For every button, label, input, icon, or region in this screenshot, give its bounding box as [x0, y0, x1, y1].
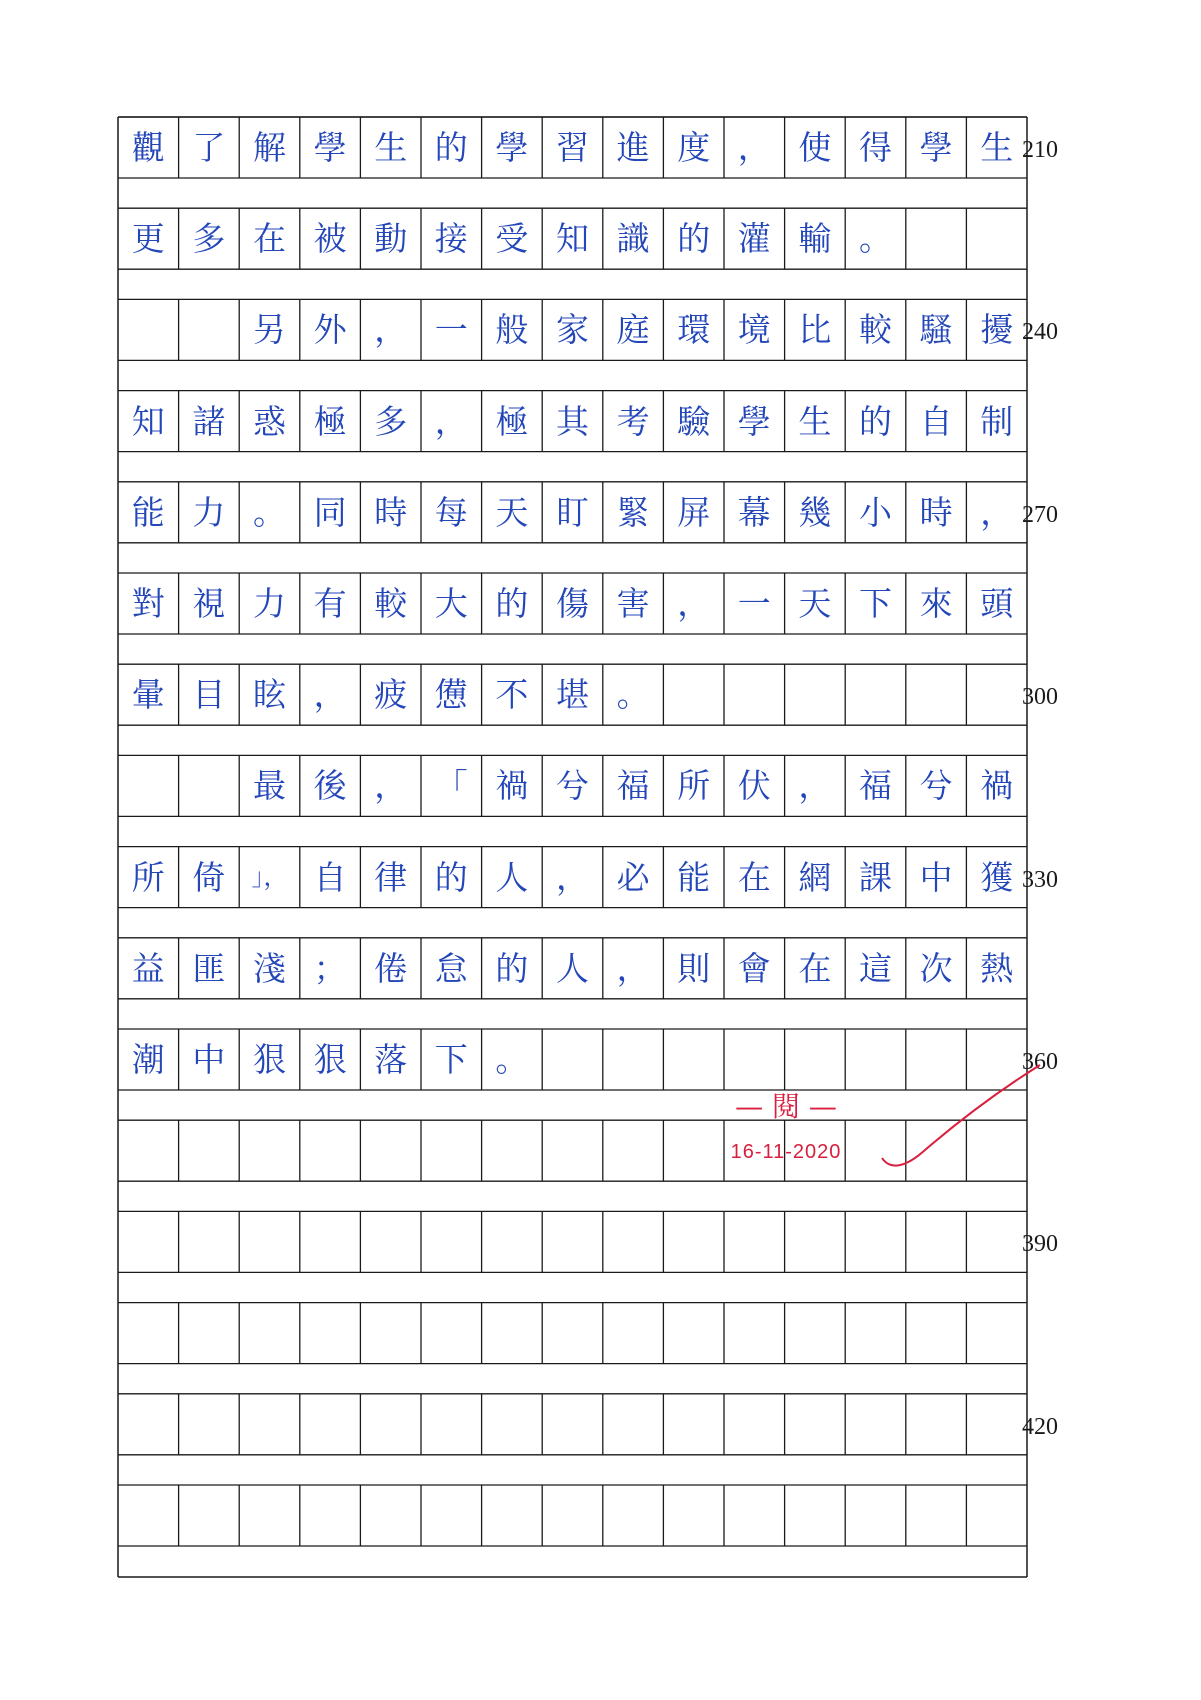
grid-cell — [906, 1120, 967, 1181]
grid-cell: 力 — [192, 492, 226, 532]
grid-cell: 課 — [858, 857, 892, 897]
grid-cell — [966, 1029, 1027, 1090]
grid-cell: 學 — [313, 128, 347, 167]
grid-cell: 後 — [313, 766, 347, 806]
grid-cell: 最 — [252, 766, 286, 806]
grid-cell — [906, 1211, 967, 1272]
grid-cell: ， — [374, 310, 408, 350]
grid-cell — [724, 1485, 785, 1546]
grid-cell: 律 — [374, 857, 408, 897]
grid-cell: 的 — [495, 584, 529, 623]
grid-cell — [118, 1485, 179, 1546]
grid-cell: 使 — [798, 128, 832, 167]
grid-cell — [724, 1029, 785, 1090]
grid-cell: 惑 — [252, 401, 286, 441]
grid-cell: 」， — [251, 863, 288, 892]
grid-cell — [179, 1394, 240, 1455]
grid-cell: 熱 — [980, 948, 1014, 988]
grid-cell — [785, 1303, 846, 1364]
grid-cell: 一 — [434, 310, 468, 350]
line-number: 330 — [1022, 866, 1058, 893]
grid-cell — [785, 1029, 846, 1090]
grid-cell: 大 — [434, 584, 468, 623]
grid-cell — [663, 1029, 724, 1090]
grid-cell: 的 — [495, 948, 529, 988]
grid-cell: 中 — [919, 857, 953, 897]
grid-cell: 多 — [192, 219, 226, 259]
grid-cell — [603, 1029, 664, 1090]
grid-cell — [542, 1029, 603, 1090]
grid-cell: 小 — [858, 492, 892, 532]
grid-cell — [360, 1394, 421, 1455]
grid-cell — [300, 1120, 361, 1181]
grid-cell: ， — [616, 948, 650, 988]
grid-cell: 力 — [252, 584, 286, 623]
grid-cell: 。 — [858, 219, 892, 259]
grid-cell: 境 — [737, 310, 771, 350]
grid-cell: 。 — [495, 1040, 529, 1079]
grid-cell: 生 — [374, 128, 408, 167]
grid-cell — [239, 1211, 300, 1272]
grid-cell — [482, 1211, 543, 1272]
grid-cell: 解 — [252, 128, 286, 167]
grid-cell: 眩 — [252, 675, 286, 715]
grid-cell — [966, 1211, 1027, 1272]
grid-row — [118, 1485, 1028, 1546]
grid-cell — [785, 1211, 846, 1272]
grid-cell: 落 — [374, 1040, 408, 1079]
grid-cell — [603, 1485, 664, 1546]
grid-cell: 中 — [192, 1040, 226, 1079]
grid-cell — [118, 1211, 179, 1272]
grid-cell — [542, 1120, 603, 1181]
grid-cell: 怠 — [434, 948, 468, 988]
grid-cell — [542, 1211, 603, 1272]
grid-cell — [845, 1211, 906, 1272]
grid-cell: 動 — [374, 219, 408, 259]
grid-cell — [663, 1211, 724, 1272]
grid-cell: 環 — [677, 310, 711, 350]
grid-cell: 的 — [677, 219, 711, 259]
grid-cell — [845, 1303, 906, 1364]
grid-cell — [724, 1303, 785, 1364]
grid-cell — [724, 1394, 785, 1455]
grid-cell: 狠 — [252, 1040, 286, 1079]
grid-cell — [966, 208, 1027, 269]
grid-cell — [482, 1485, 543, 1546]
grid-cell: 天 — [798, 584, 832, 623]
grid-cell — [663, 1485, 724, 1546]
grid-cell: 多 — [374, 401, 408, 441]
grid-cell — [482, 1394, 543, 1455]
grid-cell: 度 — [677, 128, 711, 167]
grid-cell — [118, 1394, 179, 1455]
grid-row — [118, 664, 1028, 725]
grid-cell: 伏 — [737, 766, 771, 806]
grid-cell — [239, 1394, 300, 1455]
grid-row — [118, 847, 1028, 908]
grid-cell — [603, 1120, 664, 1181]
grid-cell: 騷 — [919, 310, 953, 350]
grid-cell — [118, 299, 179, 360]
line-number: 420 — [1022, 1413, 1058, 1440]
grid-cell — [421, 1120, 482, 1181]
grid-cell: 頭 — [980, 584, 1014, 623]
grid-cell — [118, 1303, 179, 1364]
grid-cell: 進 — [616, 128, 650, 167]
grid-row — [118, 1029, 1028, 1090]
grid-cell: ， — [555, 857, 589, 897]
grid-cell — [179, 299, 240, 360]
grid-cell: 受 — [495, 219, 529, 259]
grid-cell — [300, 1394, 361, 1455]
grid-cell: 在 — [737, 857, 771, 897]
grid-cell — [845, 1029, 906, 1090]
grid-cell: ， — [313, 675, 347, 715]
grid-cell — [179, 1120, 240, 1181]
grid-cell: 自 — [919, 401, 953, 441]
grid-row — [118, 1394, 1028, 1455]
grid-cell: 的 — [434, 857, 468, 897]
grid-cell: 更 — [131, 219, 165, 259]
grid-cell — [785, 1485, 846, 1546]
stamp-title: — 閱 — — [735, 1090, 837, 1123]
grid-cell — [906, 664, 967, 725]
grid-cell: 下 — [434, 1040, 468, 1079]
grid-cell — [906, 1029, 967, 1090]
grid-cell: 有 — [313, 584, 347, 623]
grid-cell — [239, 1485, 300, 1546]
grid-cell — [845, 1485, 906, 1546]
grid-cell: 生 — [980, 128, 1014, 167]
grid-cell — [482, 1120, 543, 1181]
grid-cell: ， — [737, 128, 771, 167]
line-number: 210 — [1022, 137, 1058, 163]
grid-cell: 能 — [677, 857, 711, 897]
grid-cell: 較 — [858, 310, 892, 350]
grid-cell: 網 — [798, 857, 832, 897]
grid-cell: 時 — [919, 492, 953, 532]
grid-cell — [603, 1394, 664, 1455]
grid-cell: 兮 — [919, 766, 953, 806]
grid-cell: 了 — [192, 128, 226, 167]
reviewed-stamp — [706, 1085, 866, 1185]
grid-cell: 習 — [555, 128, 589, 167]
grid-cell: 知 — [555, 219, 589, 259]
stamp-date: 16-11-2020 — [730, 1141, 842, 1163]
grid-cell: 比 — [798, 310, 832, 350]
grid-cell — [966, 1120, 1027, 1181]
grid-cell — [663, 1303, 724, 1364]
grid-cell: 所 — [131, 857, 165, 897]
grid-cell: 淺 — [252, 948, 286, 988]
grid-cell: 人 — [495, 857, 529, 897]
grid-cell: 的 — [858, 401, 892, 441]
line-number: 270 — [1022, 501, 1058, 528]
grid-cell — [845, 664, 906, 725]
grid-cell — [421, 1394, 482, 1455]
grid-cell: 緊 — [616, 492, 650, 532]
grid-cell — [906, 1394, 967, 1455]
grid-row — [118, 1211, 1028, 1272]
grid-cell: 學 — [737, 401, 771, 441]
grid-cell: 較 — [374, 584, 408, 623]
grid-cell — [179, 755, 240, 816]
line-number: 240 — [1022, 319, 1058, 346]
grid-cell — [785, 1394, 846, 1455]
grid-cell: 學 — [495, 128, 529, 167]
grid-cell: ， — [677, 584, 711, 623]
grid-cell — [118, 755, 179, 816]
grid-cell: 外 — [313, 310, 347, 350]
grid-cell: 能 — [131, 492, 165, 532]
grid-cell: 匪 — [192, 948, 226, 988]
line-number: 360 — [1022, 1049, 1058, 1075]
grid-row — [118, 299, 1028, 360]
grid-cell — [542, 1485, 603, 1546]
grid-cell: 知 — [131, 401, 165, 441]
grid-cell: 幕 — [737, 492, 771, 532]
grid-cell: 下 — [858, 584, 892, 623]
grid-row — [118, 208, 1028, 269]
grid-cell: 潮 — [131, 1040, 165, 1079]
grid-cell: 兮 — [555, 766, 589, 806]
grid-cell: ， — [798, 766, 832, 806]
grid-row — [118, 573, 1028, 634]
grid-cell — [542, 1303, 603, 1364]
grid-cell: 倚 — [192, 857, 226, 897]
line-number: 300 — [1022, 684, 1058, 711]
grid-row — [118, 755, 1028, 816]
grid-cell: 驗 — [677, 401, 711, 441]
grid-cell: 目 — [192, 675, 226, 715]
grid-cell: 疲 — [374, 675, 408, 715]
grid-cell: 同 — [313, 492, 347, 532]
grid-cell — [300, 1485, 361, 1546]
grid-cell — [239, 1303, 300, 1364]
grid-cell: 必 — [616, 857, 650, 897]
grid-cell — [663, 1394, 724, 1455]
grid-cell: 害 — [616, 584, 650, 623]
grid-cell — [603, 1303, 664, 1364]
grid-cell: 考 — [616, 401, 650, 441]
grid-cell: 盯 — [555, 492, 589, 532]
grid-cell: 所 — [677, 766, 711, 806]
grid-cell: 堪 — [555, 675, 589, 715]
grid-cell — [179, 1303, 240, 1364]
grid-cell: ； — [313, 948, 347, 988]
grid-cell: 制 — [980, 401, 1014, 441]
grid-row — [118, 938, 1028, 999]
grid-cell — [360, 1211, 421, 1272]
grid-cell: 。 — [252, 492, 286, 532]
grid-cell: 則 — [677, 948, 711, 988]
grid-cell: 另 — [252, 310, 286, 350]
grid-cell — [966, 1394, 1027, 1455]
grid-cell — [724, 1211, 785, 1272]
grid-cell — [239, 1120, 300, 1181]
grid-cell: 倦 — [374, 948, 408, 988]
grid-cell — [482, 1303, 543, 1364]
grid-cell: ， — [374, 766, 408, 806]
grid-cell — [966, 664, 1027, 725]
grid-cell: 得 — [858, 128, 892, 167]
grid-cell: 福 — [858, 766, 892, 806]
grid-cell: 獲 — [980, 857, 1014, 897]
grid-cell: 輸 — [798, 219, 832, 259]
grid-cell: 這 — [858, 948, 892, 988]
grid-cell: 來 — [919, 584, 953, 623]
grid-cell — [421, 1303, 482, 1364]
grid-cell: 庭 — [616, 310, 650, 350]
grid-cell: 。 — [616, 675, 650, 715]
grid-cell — [421, 1211, 482, 1272]
grid-cell: 憊 — [434, 675, 468, 715]
grid-cell — [966, 1485, 1027, 1546]
grid-cell: 生 — [798, 401, 832, 441]
grid-cell: 被 — [313, 219, 347, 259]
grid-cell: 觀 — [131, 128, 165, 167]
grid-cell: 家 — [555, 310, 589, 350]
grid-cell — [300, 1303, 361, 1364]
grid-cell: 時 — [374, 492, 408, 532]
grid-cell: 接 — [434, 219, 468, 259]
grid-cell: ， — [434, 401, 468, 441]
grid-cell: 每 — [434, 492, 468, 532]
grid-cell: 不 — [495, 675, 529, 715]
grid-cell: 其 — [555, 401, 589, 441]
grid-cell — [966, 1303, 1027, 1364]
grid-cell — [542, 1394, 603, 1455]
grid-cell: 天 — [495, 492, 529, 532]
grid-cell: 福 — [616, 766, 650, 806]
grid-cell: 對 — [131, 584, 165, 623]
grid-cell: 諸 — [192, 401, 226, 441]
grid-cell: 識 — [616, 219, 650, 259]
grid-cell — [360, 1120, 421, 1181]
grid-cell — [179, 1485, 240, 1546]
grid-cell — [906, 208, 967, 269]
grid-cell — [603, 1211, 664, 1272]
grid-cell: 人 — [555, 948, 589, 988]
grid-cell: 禍 — [980, 766, 1014, 806]
grid-cell: 極 — [313, 401, 347, 441]
grid-cell: 狠 — [313, 1040, 347, 1079]
grid-cell — [906, 1303, 967, 1364]
line-number: 390 — [1022, 1231, 1058, 1258]
grid-cell: 暈 — [131, 675, 165, 715]
grid-cell — [179, 1211, 240, 1272]
grid-row — [118, 1120, 1028, 1181]
grid-cell: 在 — [798, 948, 832, 988]
grid-cell: 益 — [131, 948, 165, 988]
grid-cell: 「 — [434, 766, 468, 806]
grid-cell — [845, 1394, 906, 1455]
grid-cell: 的 — [434, 128, 468, 167]
grid-cell: 視 — [192, 584, 226, 623]
grid-cell: 一 — [737, 584, 771, 623]
grid-cell: 會 — [737, 948, 771, 988]
grid-cell: 在 — [252, 219, 286, 259]
grid-cell: 極 — [495, 401, 529, 441]
grid-cell: 學 — [919, 128, 953, 167]
grid-cell: 擾 — [980, 310, 1014, 350]
grid-cell — [421, 1485, 482, 1546]
grid-row — [118, 391, 1028, 452]
grid-cell — [118, 1120, 179, 1181]
grid-cell — [785, 664, 846, 725]
grid-cell: 幾 — [798, 492, 832, 532]
grid-cell — [360, 1303, 421, 1364]
grid-cell: 禍 — [495, 766, 529, 806]
grid-cell: 自 — [313, 857, 347, 897]
grid-cell: 屏 — [677, 492, 711, 532]
grid-cell: 次 — [919, 948, 953, 988]
grid-cell — [300, 1211, 361, 1272]
grid-cell: ， — [980, 492, 1014, 532]
grid-cell — [724, 664, 785, 725]
grid-cell: 般 — [495, 310, 529, 350]
grid-cell — [906, 1485, 967, 1546]
grid-cell — [663, 664, 724, 725]
grid-cell: 灌 — [737, 219, 771, 259]
grid-row — [118, 482, 1028, 543]
grid-cell — [360, 1485, 421, 1546]
grid-row — [118, 117, 1028, 178]
grid-row — [118, 1303, 1028, 1364]
grid-cell: 傷 — [555, 584, 589, 623]
